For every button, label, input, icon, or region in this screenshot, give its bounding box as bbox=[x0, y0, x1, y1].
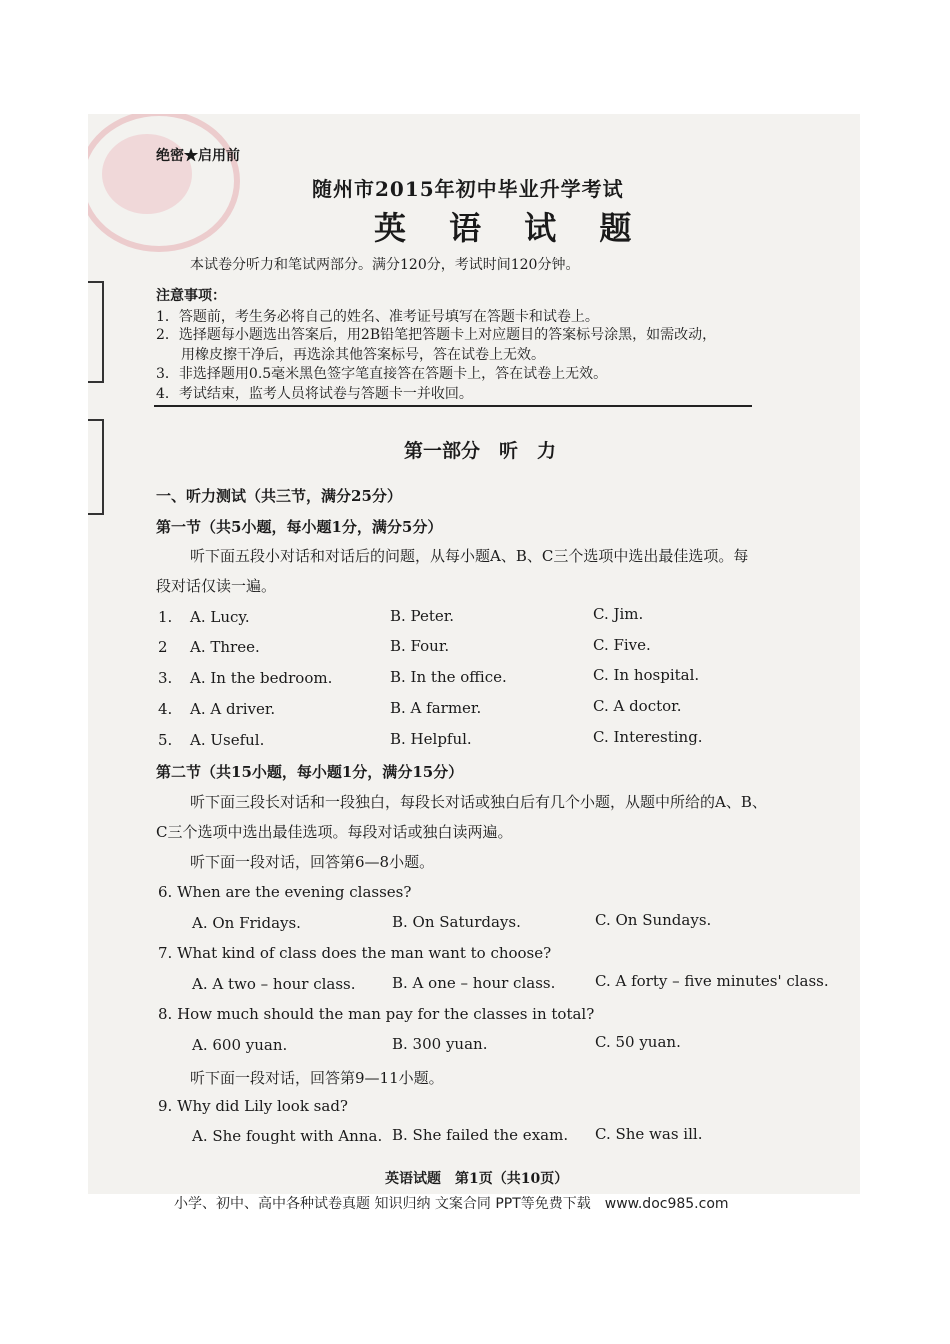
sec1-title: 第一节（共5小题，每小题1分，满分5分） bbox=[156, 518, 443, 536]
option-c: C. Jim. bbox=[593, 605, 644, 623]
part1-title: 第一部分 听 力 bbox=[404, 440, 557, 462]
exam-intro: 本试卷分听力和笔试两部分。满分120分，考试时间120分钟。 bbox=[190, 257, 580, 273]
option-b: B. On Saturdays. bbox=[392, 913, 521, 931]
note-item: 2．选择题每小题选出答案后，用2B铅笔把答题卡上对应题目的答案标号涂黑，如需改动， bbox=[156, 327, 717, 343]
binding-box-bottom bbox=[88, 419, 104, 515]
option-c: C. In hospital. bbox=[593, 666, 700, 684]
option-a: A. On Fridays. bbox=[192, 914, 301, 932]
option-a: A. In the bedroom. bbox=[190, 669, 333, 687]
option-c: C. Interesting. bbox=[593, 728, 703, 746]
divider-rule bbox=[154, 405, 752, 407]
option-c: C. On Sundays. bbox=[595, 911, 712, 929]
listening-section-title: 一、听力测试（共三节，满分25分） bbox=[156, 487, 402, 505]
sec2-instruction: 听下面三段长对话和一段独白，每段长对话或独白后有几个小题，从题中所给的A、B、 bbox=[190, 793, 767, 811]
question-stem: 7. What kind of class does the man want to choose? bbox=[158, 944, 552, 962]
option-a: A. Three. bbox=[190, 638, 260, 656]
question-number: 4. bbox=[158, 700, 173, 718]
notes-heading: 注意事项： bbox=[156, 288, 226, 304]
option-a: A. Lucy. bbox=[190, 608, 250, 626]
option-b: B. In the office. bbox=[390, 668, 507, 686]
site-note: 小学、初中、高中各种试卷真题 知识归纳 文案合同 PPT等免费下载 www.doc985.com bbox=[174, 1196, 729, 1212]
option-b: B. Peter. bbox=[390, 607, 455, 625]
option-b: B. She failed the exam. bbox=[392, 1126, 569, 1144]
note-item: 4．考试结束，监考人员将试卷与答题卡一并收回。 bbox=[156, 386, 473, 402]
option-c: C. A forty – five minutes' class. bbox=[595, 972, 829, 990]
option-b: B. A one – hour class. bbox=[392, 974, 556, 992]
option-c: C. A doctor. bbox=[593, 697, 682, 715]
dialog-intro: 听下面一段对话，回答第9—11小题。 bbox=[190, 1069, 444, 1087]
option-b: B. Four. bbox=[390, 637, 450, 655]
sec2-title: 第二节（共15小题，每小题1分，满分15分） bbox=[156, 763, 464, 781]
question-number: 1. bbox=[158, 608, 173, 626]
dialog-intro: 听下面一段对话，回答第6—8小题。 bbox=[190, 853, 435, 871]
question-stem: 8. How much should the man pay for the classes in total? bbox=[158, 1005, 595, 1023]
option-c: C. Five. bbox=[593, 636, 651, 654]
option-b: B. 300 yuan. bbox=[392, 1035, 488, 1053]
sec2-instruction: C三个选项中选出最佳选项。每段对话或独白读两遍。 bbox=[156, 823, 513, 841]
subject-title: 英 语 试 题 bbox=[374, 209, 648, 247]
option-b: B. Helpful. bbox=[390, 730, 472, 748]
question-number: 3. bbox=[158, 669, 173, 687]
option-a: A. She fought with Anna. bbox=[192, 1127, 383, 1145]
option-c: C. She was ill. bbox=[595, 1125, 703, 1143]
question-stem: 6. When are the evening classes? bbox=[158, 883, 412, 901]
page-footer: 英语试题 第1页（共10页） bbox=[385, 1171, 569, 1187]
option-a: A. 600 yuan. bbox=[192, 1036, 288, 1054]
note-item: 1．答题前，考生务必将自己的姓名、准考证号填写在答题卡和试卷上。 bbox=[156, 309, 599, 325]
question-number: 5. bbox=[158, 731, 173, 749]
option-a: A. Useful. bbox=[190, 731, 265, 749]
question-stem: 9. Why did Lily look sad? bbox=[158, 1097, 348, 1115]
option-a: A. A two – hour class. bbox=[192, 975, 356, 993]
note-item: 用橡皮擦干净后，再选涂其他答案标号，答在试卷上无效。 bbox=[181, 347, 545, 363]
sec1-instruction: 听下面五段小对话和对话后的问题，从每小题A、B、C三个选项中选出最佳选项。每 bbox=[190, 547, 749, 565]
secret-label: 绝密★启用前 bbox=[156, 148, 240, 164]
note-item: 3．非选择题用0.5毫米黑色签字笔直接答在答题卡上，答在试卷上无效。 bbox=[156, 366, 608, 382]
sec1-instruction: 段对话仅读一遍。 bbox=[156, 577, 277, 595]
binding-box-top bbox=[88, 281, 104, 383]
option-a: A. A driver. bbox=[190, 700, 276, 718]
option-b: B. A farmer. bbox=[390, 699, 482, 717]
exam-title: 随州市2015年初中毕业升学考试 bbox=[312, 177, 624, 201]
option-c: C. 50 yuan. bbox=[595, 1033, 681, 1051]
question-number: 2 bbox=[158, 638, 168, 656]
